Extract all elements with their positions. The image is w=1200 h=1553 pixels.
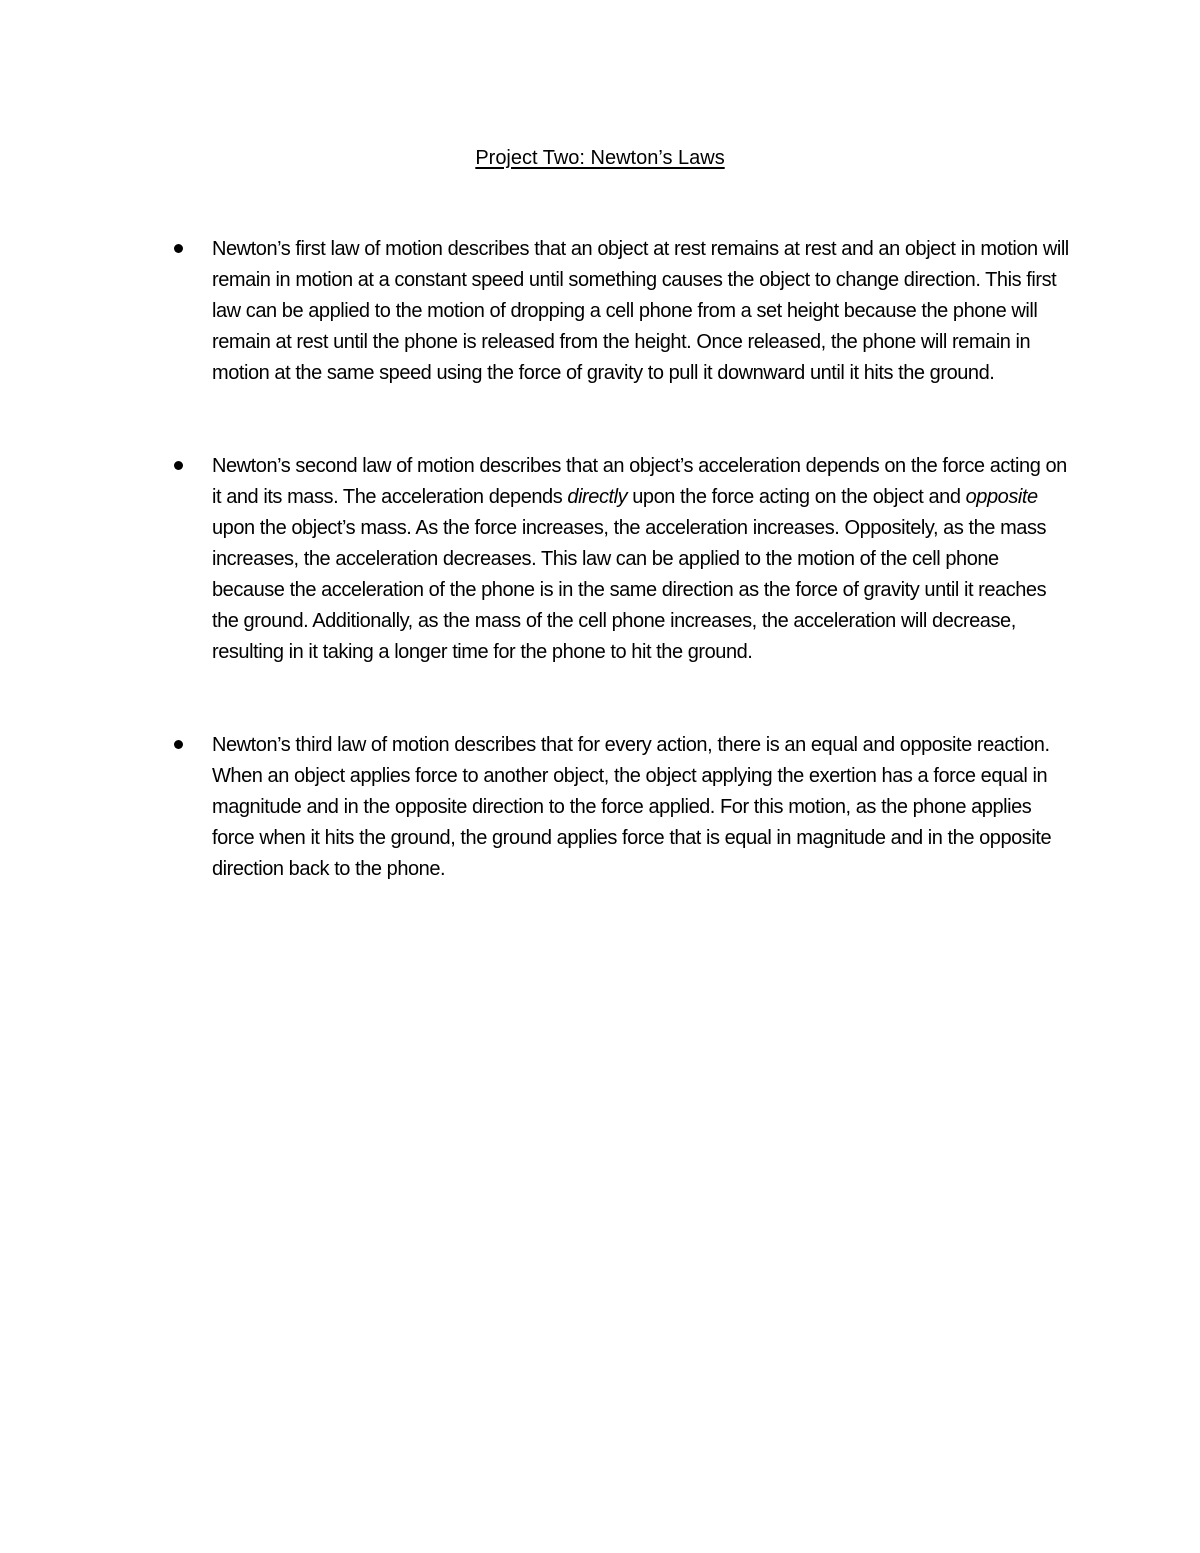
bullet-dot-icon <box>174 740 183 749</box>
bullet-dot-icon <box>174 461 183 470</box>
second-law-text <box>212 455 1067 663</box>
second-law-text-part-3: upon the object’s mass. As the force increases, the acceleration increases. Oppositely, as the mass increases, the acceleration decreases. This law can be applied to the motion of the cell phone because the acceleration of the phone is in the same direction as the force of gravity until it reaches the ground. Additionally, as the mass of the cell phone increases, the acceleration will decrease, resulting in it taking a longer time for the phone to hit the ground. <box>212 517 1047 663</box>
bullet-dot-icon <box>174 244 183 253</box>
first-law-text: Newton’s first law of motion describes that an object at rest remains at rest and an object in motion will remain in motion at a constant speed until something causes the object to change direction. This first law can be applied to the motion of dropping a cell phone from a set height because the phone will remain at rest until the phone is released from the height. Once released, the phone will remain in motion at the same speed using the force of gravity to pull it downward until it hits the ground. <box>212 238 1069 384</box>
bullet-list <box>212 234 1072 885</box>
second-law-text-part-2: upon the force acting on the object and <box>627 486 966 508</box>
document-title: Project Two: Newton’s Laws <box>475 147 725 169</box>
second-law-text-part-1: Newton’s second law of motion describes that an object’s acceleration depends on the force acting on it and its mass. The acceleration depends <box>212 455 1067 508</box>
bullet-item-third-law <box>212 730 1072 885</box>
third-law-text: Newton’s third law of motion describes that for every action, there is an equal and opposite reaction. When an object applies force to another object, the object applying the exertion has a force equal in magnitude and in the opposite direction to the force applied. For this motion, as the phone applies force when it hits the ground, the ground applies force that is equal in magnitude and in the opposite direction back to the phone. <box>212 734 1052 880</box>
bullet-item-first-law <box>212 234 1072 389</box>
second-law-emphasis-directly: directly <box>567 486 628 508</box>
second-law-emphasis-opposite: opposite <box>965 486 1038 508</box>
bullet-item-second-law <box>212 451 1072 668</box>
